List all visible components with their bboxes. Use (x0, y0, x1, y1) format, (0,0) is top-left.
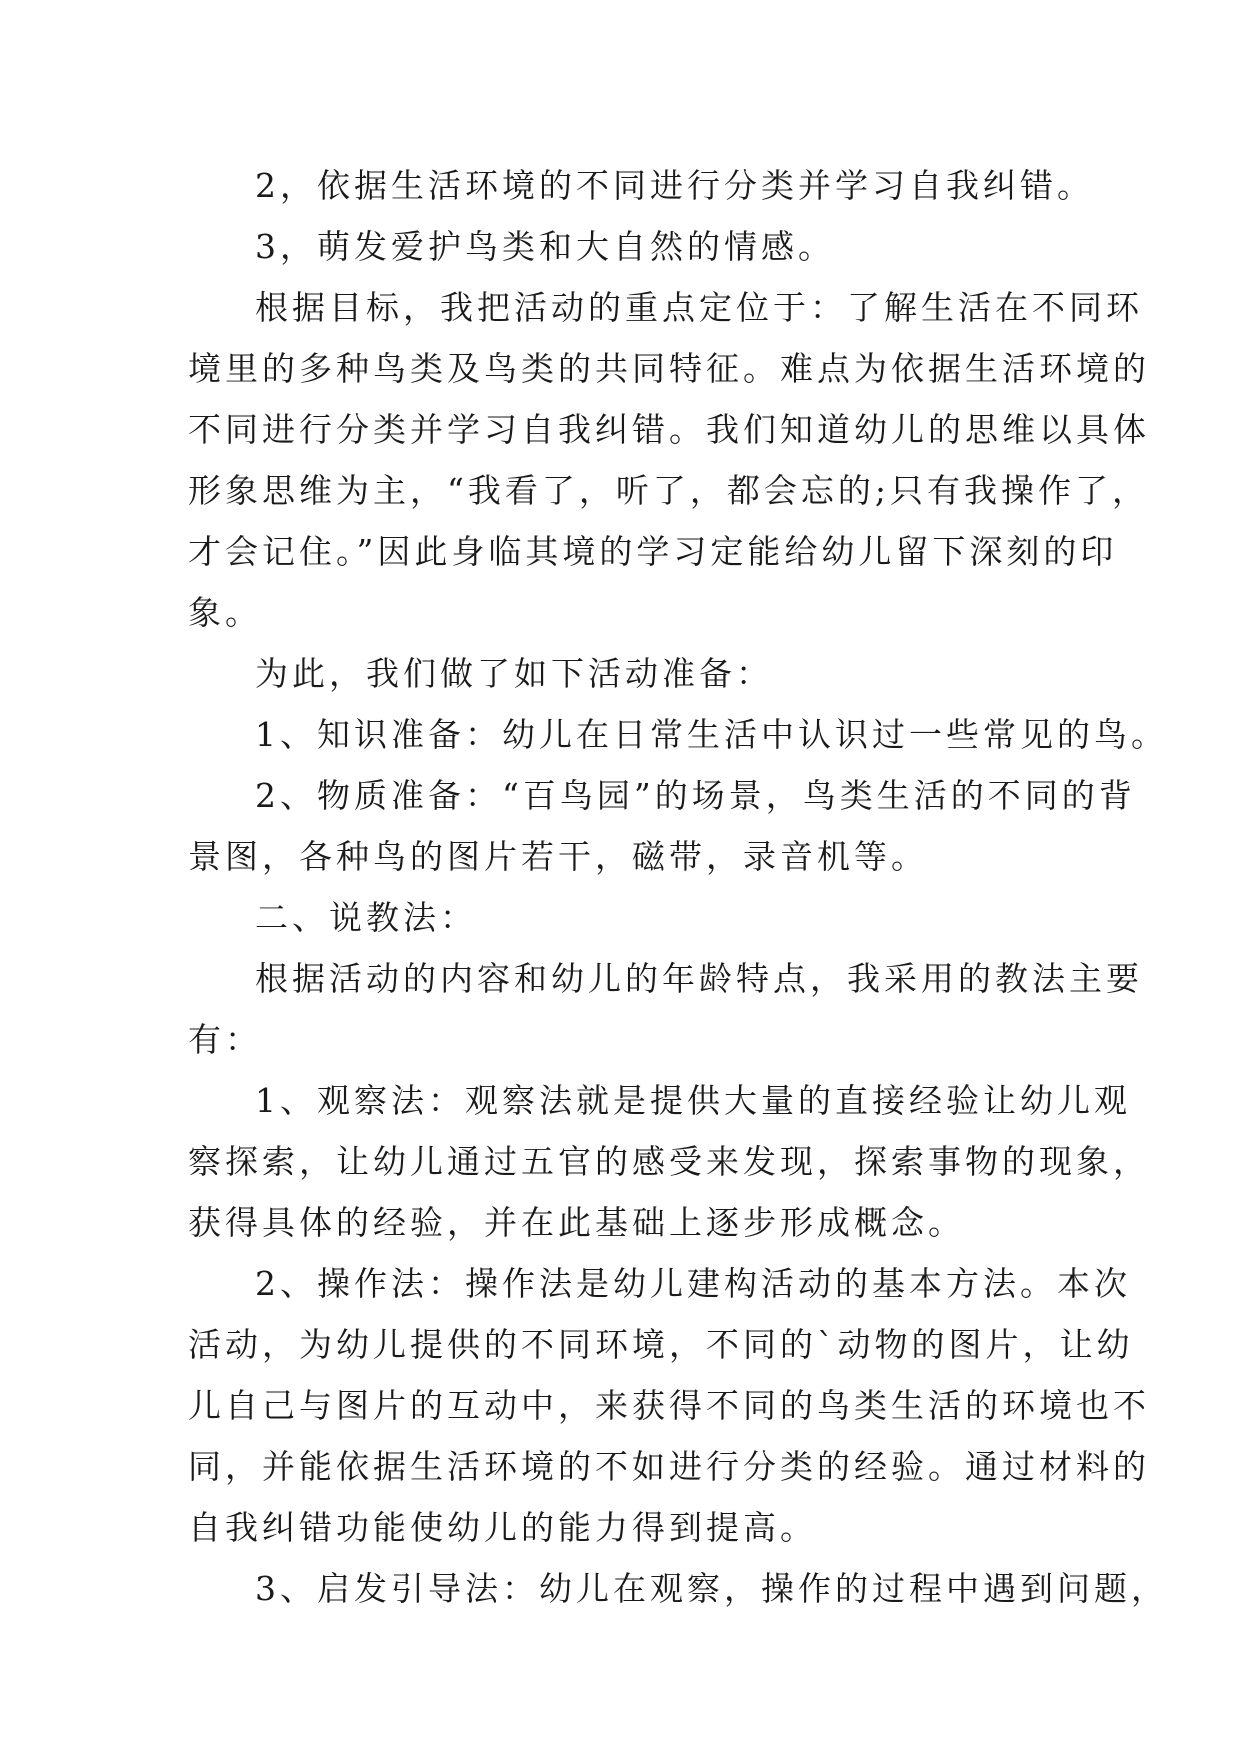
text-line: 2，依据生活环境的不同进行分类并学习自我纠错。 (255, 166, 1094, 205)
text-line: 1、观察法：观察法就是提供大量的直接经验让幼儿观 (255, 1081, 1131, 1120)
text-line: 儿自己与图片的互动中，来获得不同的鸟类生活的环境也不 (188, 1386, 1150, 1425)
text-line: 活动，为幼儿提供的不同环境，不同的`动物的图片，让幼 (188, 1325, 1134, 1364)
text-line: 境里的多种鸟类及鸟类的共同特征。难点为依据生活环境的 (188, 349, 1150, 388)
text-line: 3、启发引导法：幼儿在观察，操作的过程中遇到问题， (255, 1569, 1168, 1608)
text-line: 不同进行分类并学习自我纠错。我们知道幼儿的思维以具体 (188, 410, 1150, 449)
text-line: 象。 (188, 593, 262, 632)
text-line: 有： (188, 1020, 262, 1059)
text-line: 二、说教法： (255, 898, 477, 937)
text-line: 同，并能依据生活环境的不如进行分类的经验。通过材料的 (188, 1447, 1150, 1486)
text-line: 才会记住。”因此身临其境的学习定能给幼儿留下深刻的印 (188, 532, 1118, 571)
text-line: 形象思维为主，“我看了，听了，都会忘的;只有我操作了， (188, 471, 1149, 510)
text-line: 为此，我们做了如下活动准备： (255, 654, 773, 693)
text-line: 根据活动的内容和幼儿的年龄特点，我采用的教法主要 (255, 959, 1143, 998)
text-line: 1、知识准备：幼儿在日常生活中认识过一些常见的鸟。 (255, 715, 1168, 754)
text-line: 3，萌发爱护鸟类和大自然的情感。 (255, 227, 835, 266)
text-line: 2、物质准备：“百鸟园”的场景，鸟类生活的不同的背 (255, 776, 1136, 815)
text-line: 获得具体的经验，并在此基础上逐步形成概念。 (188, 1203, 965, 1242)
text-line: 景图，各种鸟的图片若干，磁带，录音机等。 (188, 837, 928, 876)
text-line: 2、操作法：操作法是幼儿建构活动的基本方法。本次 (255, 1264, 1131, 1303)
text-line: 自我纠错功能使幼儿的能力得到提高。 (188, 1508, 817, 1547)
text-line: 察探索，让幼儿通过五官的感受来发现，探索事物的现象， (188, 1142, 1150, 1181)
text-line: 根据目标，我把活动的重点定位于：了解生活在不同环 (255, 288, 1143, 327)
